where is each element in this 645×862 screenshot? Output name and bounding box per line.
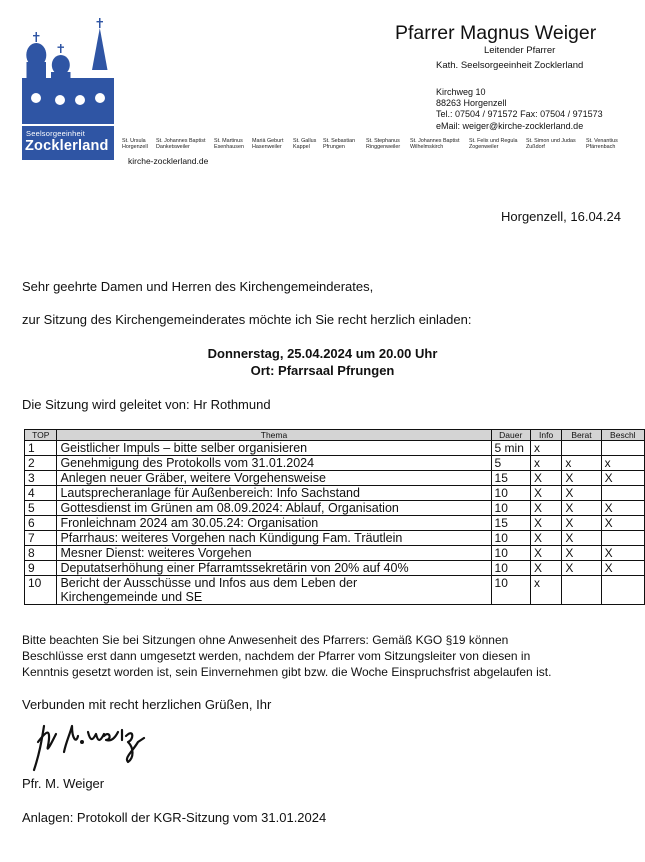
signer-name: Pfr. M. Weiger <box>22 776 105 791</box>
parish-item: St. Ursula Horgenzell <box>122 138 148 150</box>
meeting-place: Ort: Pfarrsaal Pfrungen <box>250 363 395 378</box>
note-line: Beschlüsse erst dann umgesetzt werden, nachdem der Pfarrer vom Sitzungsleiter von diesen in <box>22 649 531 663</box>
pastor-name: Pfarrer Magnus Weiger <box>395 22 597 44</box>
table-row <box>25 471 645 486</box>
cell-thema: Lautsprecheranlage für Außenbereich: Info Sachstand <box>57 486 491 501</box>
kgo-note <box>22 632 551 680</box>
cell-dauer: 15 <box>491 516 530 531</box>
cell-beschl: X <box>601 561 644 576</box>
cell-thema: Mesner Dienst: weiteres Vorgehen <box>57 546 491 561</box>
invitation-text: zur Sitzung des Kirchengemeinderates möchte ich Sie recht herzlich einladen: <box>22 312 472 327</box>
logo-line-1: Seelsorgeeinheit <box>26 129 86 138</box>
cell-thema: Pfarrhaus: weiteres Vorgehen nach Kündigung Fam. Träutlein <box>57 531 491 546</box>
cell-dauer: 5 min <box>491 441 530 456</box>
cell-berat: X <box>562 561 601 576</box>
cell-berat: x <box>562 456 601 471</box>
seelsorgeeinheit-logo <box>22 18 114 160</box>
header-berat: Berat <box>562 430 601 441</box>
cell-top: 1 <box>25 441 57 456</box>
agenda-table <box>24 429 645 605</box>
header-thema: Thema <box>57 430 491 441</box>
meeting-chair: Die Sitzung wird geleitet von: Hr Rothmund <box>22 397 271 412</box>
logo-line-2: Zocklerland <box>25 138 109 154</box>
cell-dauer: 10 <box>491 531 530 546</box>
cell-top: 4 <box>25 486 57 501</box>
cell-berat <box>562 441 601 456</box>
cell-beschl <box>601 576 644 605</box>
header-info: Info <box>530 430 561 441</box>
cell-top: 9 <box>25 561 57 576</box>
phone-fax: Tel.: 07504 / 971572 Fax: 07504 / 971573 <box>436 109 603 119</box>
cell-info: X <box>530 501 561 516</box>
cell-top: 7 <box>25 531 57 546</box>
parish-item: St. Johannes Baptist Wilhelmskirch <box>410 138 460 150</box>
cell-thema: Fronleichnam 2024 am 30.05.24: Organisation <box>57 516 491 531</box>
table-row <box>25 516 645 531</box>
parish-item: St. Stephanus Ringgenweiler <box>366 138 401 150</box>
parish-item: St. Sebastian Pfrungen <box>323 138 356 150</box>
cell-beschl: X <box>601 471 644 486</box>
cell-thema: Gottesdienst im Grünen am 08.09.2024: Ablauf, Organisation <box>57 501 491 516</box>
table-row <box>25 486 645 501</box>
place-date: Horgenzell, 16.04.24 <box>501 209 621 224</box>
cell-berat: X <box>562 531 601 546</box>
cell-dauer: 10 <box>491 486 530 501</box>
cell-info: X <box>530 516 561 531</box>
table-row <box>25 531 645 546</box>
website-link[interactable]: kirche-zocklerland.de <box>128 156 209 166</box>
meeting-date: Donnerstag, 25.04.2024 um 20.00 Uhr <box>207 346 438 361</box>
cell-top: 3 <box>25 471 57 486</box>
cell-thema: Bericht der Ausschüsse und Infos aus dem Leben der Kirchengemeinde und SE <box>57 576 491 605</box>
pastor-role: Leitender Pfarrer <box>484 45 556 56</box>
cell-thema: Geistlicher Impuls – bitte selber organisieren <box>57 441 491 456</box>
cell-dauer: 5 <box>491 456 530 471</box>
pastoral-unit: Kath. Seelsorgeeinheit Zocklerland <box>436 60 584 71</box>
signature <box>30 712 160 774</box>
cell-info: X <box>530 471 561 486</box>
cell-top: 8 <box>25 546 57 561</box>
cell-dauer: 10 <box>491 561 530 576</box>
header-dauer: Dauer <box>491 430 530 441</box>
signature-icon <box>30 712 160 774</box>
cell-berat: X <box>562 471 601 486</box>
parish-item: St. Felix und Regula Zogenweiler <box>469 138 518 150</box>
parish-item: St. Venantius Pfärrenbach <box>586 138 618 150</box>
cell-beschl: X <box>601 516 644 531</box>
cell-beschl: X <box>601 546 644 561</box>
cell-berat: X <box>562 486 601 501</box>
parish-item: St. Gallus Kappel <box>293 138 317 150</box>
cell-top: 2 <box>25 456 57 471</box>
address-city: 88263 Horgenzell <box>436 98 507 108</box>
salutation: Sehr geehrte Damen und Herren des Kirchengemeinderates, <box>22 279 374 294</box>
cell-berat: X <box>562 501 601 516</box>
cell-top: 5 <box>25 501 57 516</box>
cell-info: x <box>530 456 561 471</box>
cell-thema: Deputatserhöhung einer Pfarramtssekretärin von 20% auf 40% <box>57 561 491 576</box>
cell-beschl <box>601 486 644 501</box>
table-header-row <box>25 430 645 441</box>
note-line: Kenntnis gesetzt worden ist, sein Einvernehmen gibt bzw. die Woche Einspruchsfrist abgelaufen ist. <box>22 665 552 679</box>
email-address[interactable]: eMail: weiger@kirche-zocklerland.de <box>436 121 584 131</box>
cell-dauer: 10 <box>491 546 530 561</box>
table-row <box>25 561 645 576</box>
cell-info: X <box>530 531 561 546</box>
cell-thema: Genehmigung des Protokolls vom 31.01.2024 <box>57 456 491 471</box>
cell-dauer: 15 <box>491 471 530 486</box>
table-row <box>25 456 645 471</box>
cell-dauer: 10 <box>491 576 530 605</box>
header-top: TOP <box>25 430 57 441</box>
parish-item: Mariä Geburt Hasenweiler <box>252 138 284 150</box>
note-line: Bitte beachten Sie bei Sitzungen ohne Anwesenheit des Pfarrers: Gemäß KGO §19 können <box>22 633 509 647</box>
table-row <box>25 576 645 605</box>
cell-top: 6 <box>25 516 57 531</box>
cell-info: x <box>530 576 561 605</box>
attachments: Anlagen: Protokoll der KGR-Sitzung vom 31.01.2024 <box>22 810 327 825</box>
table-row <box>25 441 645 456</box>
cell-info: X <box>530 486 561 501</box>
cell-beschl: x <box>601 456 644 471</box>
cell-berat: X <box>562 516 601 531</box>
cell-info: X <box>530 546 561 561</box>
table-row <box>25 546 645 561</box>
parish-item: St. Martinus Esenhausen <box>214 138 244 150</box>
header-beschl: Beschl <box>601 430 644 441</box>
cell-beschl: X <box>601 501 644 516</box>
table-row <box>25 501 645 516</box>
closing: Verbunden mit recht herzlichen Grüßen, Ihr <box>22 697 272 712</box>
cell-beschl <box>601 531 644 546</box>
cell-dauer: 10 <box>491 501 530 516</box>
cell-top: 10 <box>25 576 57 605</box>
cell-berat: X <box>562 546 601 561</box>
cell-thema: Anlegen neuer Gräber, weitere Vorgehensweise <box>57 471 491 486</box>
cell-info: x <box>530 441 561 456</box>
church-logo-icon <box>22 18 114 126</box>
address-street: Kirchweg 10 <box>436 87 486 97</box>
parish-item: St. Johannes Baptist Danketsweiler <box>156 138 206 150</box>
parish-item: St. Simon und Judas Zußdorf <box>526 138 576 150</box>
cell-info: X <box>530 561 561 576</box>
cell-berat <box>562 576 601 605</box>
cell-beschl <box>601 441 644 456</box>
